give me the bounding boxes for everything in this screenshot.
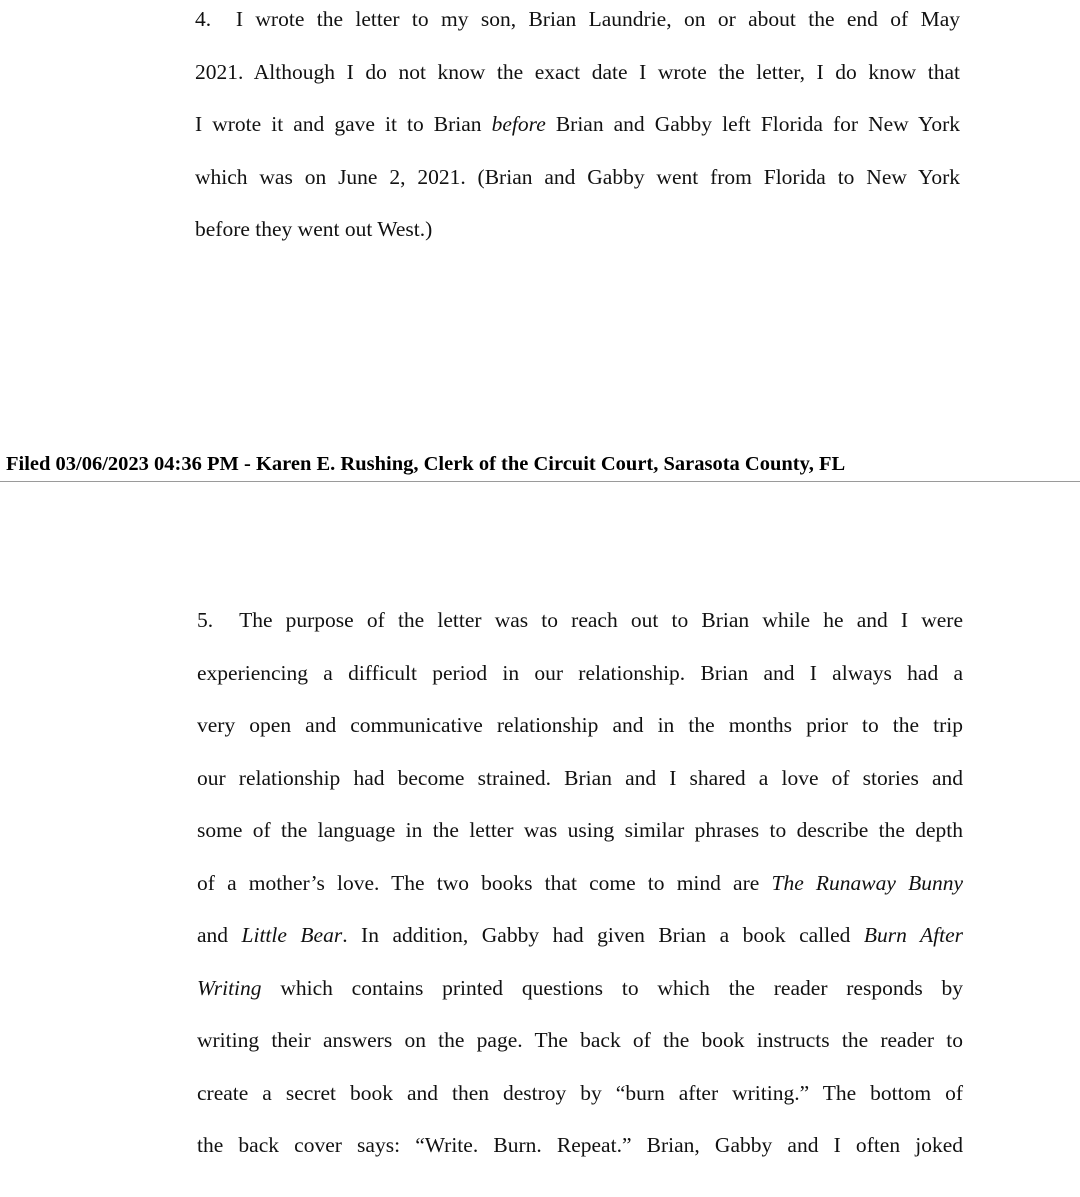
text-line: which was on June 2, 2021. (Brian and Gabby went from Florida to New York — [195, 164, 960, 189]
text-line — [197, 857, 963, 910]
text-line: 2021. Although I do not know the exact date I wrote the letter, I do know that — [195, 59, 960, 84]
book-title: Little Bear — [241, 923, 343, 947]
text-line: our relationship had become strained. Brian and I shared a love of stories and — [197, 765, 963, 790]
paragraph-number: 5. — [197, 608, 214, 632]
book-title: Burn After — [863, 923, 964, 947]
text-line: some of the language in the letter was using similar phrases to describe the depth — [197, 818, 963, 842]
paragraph-5 — [197, 594, 963, 1172]
text-line — [195, 98, 960, 151]
text-segment: . In addition, Gabby had given Brian a book called — [342, 923, 851, 947]
filed-stamp: Filed 03/06/2023 04:36 PM - Karen E. Rushing, Clerk of the Circuit Court, Sarasota County, FL — [6, 453, 846, 475]
text-line: writing their answers on the page. The back of the book instructs the reader to — [197, 1028, 963, 1052]
text-line: before they went out West.) — [195, 217, 433, 241]
text-line: the back cover says: “Write. Burn. Repeat.” Brian, Gabby and I often joked — [197, 1133, 963, 1157]
book-title: The Runaway Bunny — [771, 870, 964, 895]
text-line — [197, 909, 963, 962]
text-segment: and — [197, 923, 229, 947]
text-segment: of a mother’s love. The two books that come to mind are — [197, 870, 760, 895]
paragraph-number: 4. — [195, 7, 212, 31]
text-line: experiencing a difficult period in our relationship. Brian and I always had a — [197, 660, 963, 685]
text-segment: which contains printed questions to which the reader responds by — [280, 975, 964, 1000]
text-segment: I wrote it and gave it to Brian — [195, 112, 482, 136]
document-page-upper — [0, 0, 1080, 474]
paragraph-4 — [195, 0, 960, 256]
italic-emphasis: before — [491, 112, 546, 136]
text-segment: I wrote the letter to my son, Brian Laundrie, on or about the end of May — [235, 7, 961, 31]
document-page-lower — [0, 484, 1080, 1197]
text-segment: Brian and Gabby left Florida for New York — [555, 112, 961, 136]
text-segment: The purpose of the letter was to reach out to Brian while he and I were — [239, 608, 963, 632]
text-line: create a secret book and then destroy by “burn after writing.” The bottom of — [197, 1080, 963, 1105]
text-line: very open and communicative relationship and in the months prior to the trip — [197, 713, 963, 737]
text-line — [195, 0, 960, 46]
text-line — [197, 962, 963, 1015]
book-title: Writing — [197, 975, 262, 1000]
text-line — [197, 594, 963, 647]
page-divider — [0, 481, 1080, 482]
